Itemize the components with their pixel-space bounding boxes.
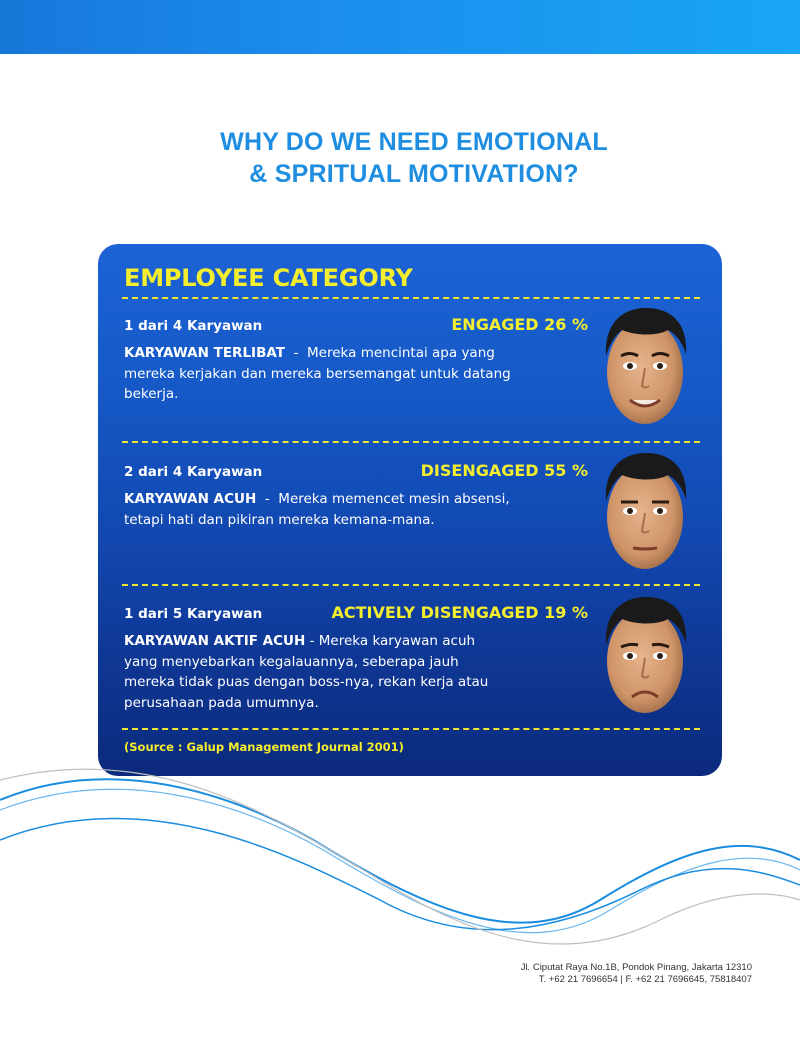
dashed-divider bbox=[122, 441, 700, 443]
category-count: 1 dari 4 Karyawan bbox=[124, 318, 263, 334]
category-text: Mereka karyawan acuh yang menyebarkan kegalauannya, seberapa jauh mereka tidak puas dengan boss-nya, rekan kerja atau perusahaan pada umumnya. bbox=[124, 633, 489, 711]
dashed-divider bbox=[122, 728, 700, 730]
top-header-bar bbox=[0, 0, 800, 54]
category-label: ACTIVELY DISENGAGED 19 % bbox=[331, 603, 588, 622]
contact-line: T. +62 21 7696654 | F. +62 21 7696645, 75818407 bbox=[538, 974, 752, 985]
category-head: KARYAWAN TERLIBAT bbox=[124, 345, 285, 361]
employee-category-panel bbox=[98, 244, 722, 776]
neutral-face-icon bbox=[600, 451, 690, 577]
footer-address bbox=[521, 962, 752, 986]
dashed-divider bbox=[122, 584, 700, 586]
page-title-line-2: & SPRITUAL MOTIVATION? bbox=[249, 160, 579, 188]
source-citation: (Source : Galup Management Journal 2001) bbox=[124, 740, 404, 754]
decorative-waves bbox=[0, 760, 800, 980]
category-text: Mereka memencet mesin absensi, tetapi hati dan pikiran mereka kemana-mana. bbox=[124, 491, 510, 528]
category-label: DISENGAGED 55 % bbox=[420, 461, 588, 480]
dashed-divider bbox=[122, 297, 700, 299]
address-line: Jl. Ciputat Raya No.1B, Pondok Pinang, Jakarta 12310 bbox=[520, 962, 752, 973]
page-title bbox=[0, 126, 800, 190]
category-description: KARYAWAN TERLIBAT - Mereka mencintai apa yang mereka kerjakan dan mereka bersemangat untuk datang bekerja. bbox=[124, 345, 511, 402]
smiling-face-icon bbox=[600, 306, 690, 432]
category-label: ENGAGED 26 % bbox=[451, 315, 588, 334]
category-description: KARYAWAN ACUH - Mereka memencet mesin absensi, tetapi hati dan pikiran mereka kemana-mana. bbox=[124, 491, 510, 528]
category-head: KARYAWAN ACUH bbox=[124, 491, 257, 507]
sad-face-icon bbox=[600, 595, 690, 721]
category-count: 2 dari 4 Karyawan bbox=[124, 464, 263, 480]
page-title-line-1: WHY DO WE NEED EMOTIONAL bbox=[220, 128, 608, 156]
category-head: KARYAWAN AKTIF ACUH bbox=[124, 633, 306, 649]
category-description: KARYAWAN AKTIF ACUH - Mereka karyawan acuh yang menyebarkan kegalauannya, seberapa jauh mereka tidak puas dengan boss-nya, rekan kerja atau perusahaan pada umumnya. bbox=[124, 633, 489, 711]
category-count: 1 dari 5 Karyawan bbox=[124, 606, 263, 622]
category-text: Mereka mencintai apa yang mereka kerjakan dan mereka bersemangat untuk datang bekerja. bbox=[124, 345, 511, 402]
panel-title: EMPLOYEE CATEGORY bbox=[124, 264, 413, 292]
